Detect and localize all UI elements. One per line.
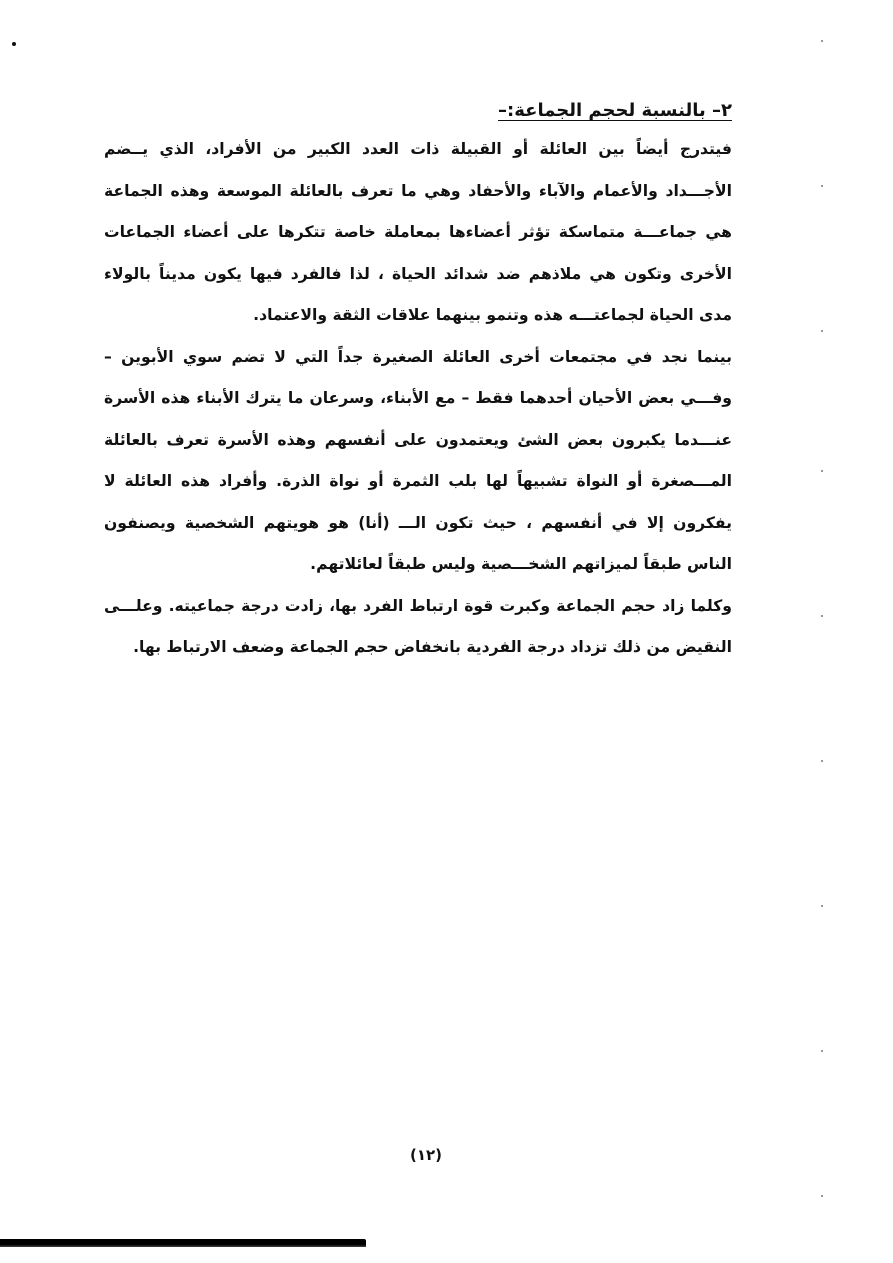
margin-speck <box>821 760 823 762</box>
margin-speck <box>821 185 823 187</box>
margin-speck <box>821 470 823 472</box>
section-heading: ٢– بالنسبة لحجم الجماعة:– <box>498 100 732 121</box>
page-number: (١٢) <box>409 1146 443 1164</box>
paragraph-extended-family: فيتدرج أيضاً بين العائلة أو القبيلة ذات العدد الكبير من الأفراد، الذي يــضم الأجـــداد والأعمام والآباء والأحفاد وهي ما تعرف بالعائلة الموسعة وهذه الجماعة هي جماعـــة متماسكة تؤثر أعضاءها بمعاملة خاصة تتكرها على أعضاء الجماعات الأخرى وتكون هي ملاذهم ضد شدائد الحياة ، لذا فالفرد فيها يكون مديناً بالولاء مدى الحياة لجماعتـــه هذه وتنمو بينهما علاقات الثقة والاعتماد. <box>104 140 732 324</box>
margin-speck <box>821 905 823 907</box>
margin-speck <box>821 330 823 332</box>
scan-edge-bar <box>0 1239 366 1247</box>
paragraph-group-size-conclusion: وكلما زاد حجم الجماعة وكبرت قوة ارتباط الفرد بها، زادت درجة جماعيته. وعلـــى النقيض من ذلك تزداد درجة الفردية بانخفاض حجم الجماعة وضعف الارتباط بها. <box>104 596 732 656</box>
margin-speck <box>821 1195 823 1197</box>
margin-speck <box>821 1050 823 1052</box>
scan-artifact-dot <box>12 42 16 46</box>
margin-speck <box>821 40 823 42</box>
paragraph-nuclear-family: بينما نجد في مجتمعات أخرى العائلة الصغيرة جداً التي لا تضم سوي الأبوين – وفـــي بعض الأحيان أحدهما فقط – مع الأبناء، وسرعان ما يترك الأبناء هذه الأسرة عنـــدما يكبرون بعض الشئ ويعتمدون على أنفسهم وهذه الأسرة تعرف بالعائلة المـــصغرة أو النواة تشبيهاً لها بلب الثمرة أو نواة الذرة. وأفراد هذه العائلة لا يفكرون إلا في أنفسهم ، حيث تكون الـــ (أنا) هو هويتهم الشخصية ويصنفون الناس طبقاً لميزاتهم الشخـــصية وليس طبقاً لعائلاتهم. <box>104 347 732 573</box>
margin-speck <box>821 615 823 617</box>
document-body <box>104 100 732 669</box>
